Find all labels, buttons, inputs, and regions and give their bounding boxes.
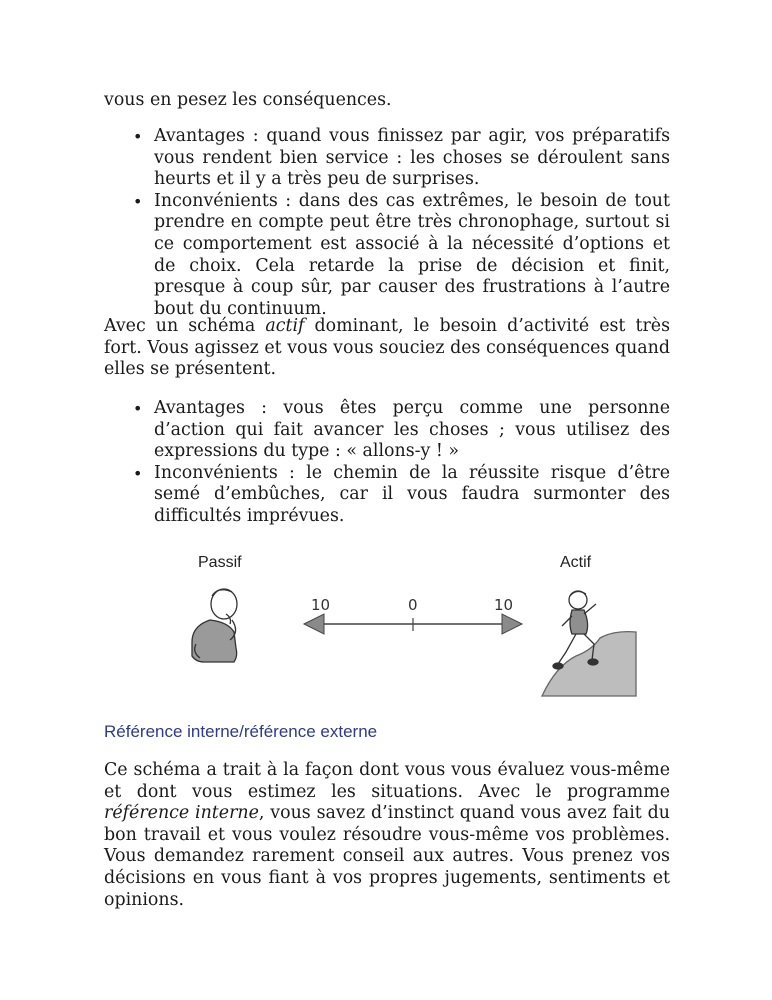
actif-advantages-item: • Avantages : vous êtes perçu comme une personne d’action qui fait avancer les choses ; vous utilisez des expressions du type : « allons-y ! »: [154, 398, 670, 463]
passif-advantages-item: • Avantages : quand vous finissez par agir, vos préparatifs vous rendent bien service : les choses se déroulent sans heurts et il y a très peu de surprises.: [154, 126, 670, 191]
reference-emphasis: référence interne: [104, 803, 259, 824]
scale-mid-number: 0: [408, 596, 418, 614]
reference-paragraph-start: Ce schéma a trait à la façon dont vous vous évaluez vous-même et dont vous estimez les situations. Avec le programme: [104, 760, 670, 802]
passif-bullet-list: [126, 126, 670, 320]
actif-paragraph-end: dominant, le besoin d’activité est très fort. Vous agissez et vous vous souciez des conséquences quand elles se présentent.: [104, 316, 670, 380]
reference-paragraph-end: , vous savez d’instinct quand vous avez fait du bon travail et vous voulez résoudre vous-même vos problèmes. Vous demandez rarement conseil aux autres. Vous prenez vos décisions en vous fiant à vos propres jugements, sentiments et opinions.: [104, 803, 670, 910]
actif-paragraph-start: Avec un schéma: [104, 316, 266, 336]
active-person-icon: [542, 591, 636, 696]
actif-drawbacks-item: • Inconvénients : le chemin de la réussite risque d’être semé d’embûches, car il vous faudra surmonter des difficultés imprévues.: [154, 463, 670, 528]
actif-bullet-list: [126, 398, 670, 528]
reference-paragraph: [104, 760, 670, 911]
scale-right-number: 10: [494, 596, 514, 614]
passif-drawbacks-item: • Inconvénients : dans des cas extrêmes, le besoin de tout prendre en compte peut être très chronophage, surtout si ce comportement est associé à la nécessité d’options et de choix. Cela retarde la prise de décision et finit, presque à coup sûr, par causer des frustrations à l’autre bout du continuum.: [154, 191, 670, 321]
actif-label: Actif: [560, 554, 592, 571]
passif-label: Passif: [198, 554, 242, 571]
section-heading: Référence interne/référence externe: [104, 722, 378, 741]
continuum-line: [304, 614, 522, 634]
scale-left-number: 10: [311, 596, 331, 614]
passive-person-icon: [192, 589, 237, 662]
actif-paragraph: [104, 316, 670, 381]
intro-line: vous en pesez les conséquences.: [104, 90, 392, 110]
actif-emphasis: actif: [265, 316, 305, 336]
